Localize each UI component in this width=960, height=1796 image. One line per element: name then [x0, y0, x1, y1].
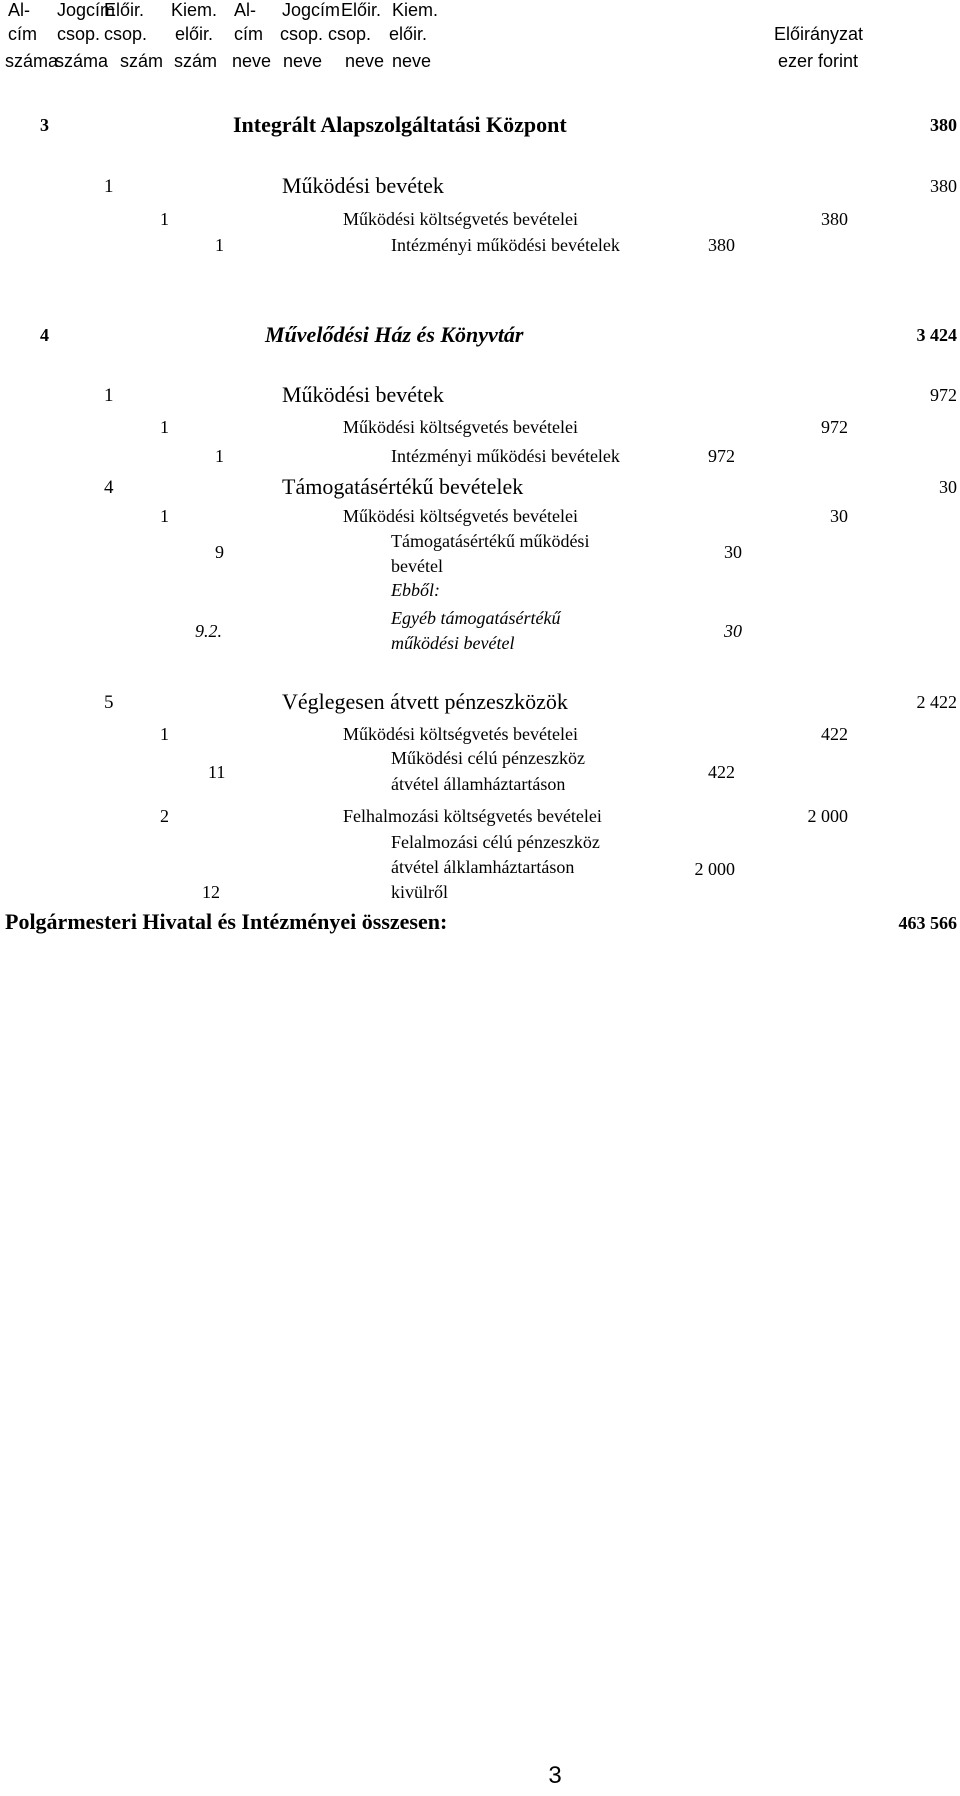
kiemelt-name-line2: átvétel álklamháztartáson — [391, 857, 575, 877]
jogcimcsop-amount: 2 422 — [916, 692, 957, 712]
grand-total-amount: 463 566 — [898, 913, 957, 933]
alcim-name: Integrált Alapszolgáltatási Központ — [233, 112, 567, 137]
jogcimcsop-amount: 972 — [930, 385, 957, 405]
col-alcim-l3: száma — [5, 51, 59, 71]
col-jogcim-l2: csop. — [57, 24, 101, 44]
kiemelt-amount: 422 — [708, 762, 735, 782]
kiemelt-number: 1 — [215, 446, 224, 466]
alcim-number: 3 — [40, 115, 49, 135]
col-jogcim-neve-l1: Jogcím — [282, 0, 341, 20]
col-eloir-neve-l2: csop. — [328, 24, 372, 44]
jogcimcsop-name: Működési bevétek — [282, 173, 444, 198]
eloiranyzat-amount: 30 — [724, 621, 742, 641]
col-alcim-neve-l3: neve — [232, 51, 272, 71]
col-jogcim-l1: Jogcím — [57, 0, 116, 20]
col-alcim-l1: Al- — [8, 0, 30, 20]
eloircsop-amount: 422 — [821, 724, 848, 744]
eloircsop-number: 1 — [160, 506, 169, 526]
eloircsop-name: Működési költségvetés bevételei — [343, 724, 578, 744]
kiemelt-name-line1: Működési célú pénzeszköz — [391, 748, 585, 768]
jogcimcsop-number: 4 — [104, 477, 114, 498]
eloircsop-number: 1 — [160, 209, 169, 229]
eloircsop-number: 1 — [160, 724, 169, 744]
col-eloir-l2: csop. — [104, 24, 148, 44]
jogcimcsop-number: 5 — [104, 692, 114, 713]
ebbol-label: Ebből: — [391, 580, 440, 600]
col-kiem-neve-l1: Kiem. — [392, 0, 439, 20]
eloircsop-name: Működési költségvetés bevételei — [343, 209, 578, 229]
alcim-amount: 3 424 — [916, 325, 957, 345]
col-jogcim-neve-l3: neve — [283, 51, 323, 71]
jogcimcsop-name: Támogatásértékű bevételek — [282, 474, 524, 499]
col-kiem-l3: szám — [174, 51, 218, 71]
jogcimcsop-number: 1 — [104, 176, 114, 197]
col-kiem-neve-l3: neve — [392, 51, 432, 71]
kiemelt-number: 11 — [208, 762, 226, 782]
col-alcim-neve-l1: Al- — [234, 0, 256, 20]
eloiranyzat-name-line1: Egyéb támogatásértékű — [391, 608, 561, 628]
col-alcim-l2: cím — [8, 24, 37, 44]
kiemelt-number: 1 — [215, 235, 224, 255]
eloircsop-name: Felhalmozási költségvetés bevételei — [343, 806, 602, 826]
col-kiem-l2: előir. — [175, 24, 214, 44]
jogcimcsop-name: Véglegesen átvett pénzeszközök — [282, 689, 568, 714]
jogcimcsop-number: 1 — [104, 385, 114, 406]
col-eloir-neve-l3: neve — [345, 51, 385, 71]
col-budget-l2: ezer forint — [778, 51, 859, 71]
col-kiem-l1: Kiem. — [171, 0, 218, 20]
alcim-name: Művelődési Ház és Könyvtár — [265, 322, 524, 347]
jogcimcsop-amount: 30 — [939, 477, 957, 497]
kiemelt-name-line2: átvétel államháztartáson — [391, 774, 566, 794]
alcim-number: 4 — [40, 325, 49, 345]
col-kiem-neve-l2: előir. — [389, 24, 428, 44]
kiemelt-name: Intézményi működési bevételek — [391, 235, 620, 255]
kiemelt-name-line1: Felalmozási célú pénzeszköz — [391, 832, 600, 852]
alcim-amount: 380 — [930, 115, 957, 135]
kiemelt-number: 9 — [215, 542, 224, 562]
grand-total-label: Polgármesteri Hivatal és Intézményei összesen: — [5, 909, 448, 934]
page-number: 3 — [548, 1762, 562, 1789]
eloircsop-amount: 2 000 — [807, 806, 848, 826]
kiemelt-amount: 380 — [708, 235, 735, 255]
eloiranyzat-name-line2: működési bevétel — [391, 633, 515, 653]
kiemelt-amount: 2 000 — [694, 859, 735, 879]
eloiranyzat-number: 9.2. — [195, 621, 222, 641]
eloircsop-name: Működési költségvetés bevételei — [343, 417, 578, 437]
kiemelt-name-line2: bevétel — [391, 556, 443, 576]
kiemelt-name-line1: Támogatásértékű működési — [391, 531, 590, 551]
eloircsop-number: 2 — [160, 806, 169, 826]
jogcimcsop-amount: 380 — [930, 176, 957, 196]
eloircsop-amount: 972 — [821, 417, 848, 437]
kiemelt-amount: 972 — [708, 446, 735, 466]
col-budget-l1: Előirányzat — [774, 24, 864, 44]
kiemelt-amount: 30 — [724, 542, 742, 562]
col-jogcim-neve-l2: csop. — [280, 24, 324, 44]
col-eloir-l3: szám — [120, 51, 164, 71]
eloircsop-amount: 30 — [830, 506, 848, 526]
col-eloir-neve-l1: Előir. — [341, 0, 382, 20]
col-alcim-neve-l2: cím — [234, 24, 263, 44]
kiemelt-name-line3: kivülről — [391, 882, 448, 902]
kiemelt-name: Intézményi működési bevételek — [391, 446, 620, 466]
eloircsop-amount: 380 — [821, 209, 848, 229]
eloircsop-number: 1 — [160, 417, 169, 437]
col-eloir-l1: Előir. — [104, 0, 145, 20]
eloircsop-name: Működési költségvetés bevételei — [343, 506, 578, 526]
kiemelt-number: 12 — [202, 882, 220, 902]
col-jogcim-l3: száma — [55, 51, 109, 71]
jogcimcsop-name: Működési bevétek — [282, 382, 444, 407]
